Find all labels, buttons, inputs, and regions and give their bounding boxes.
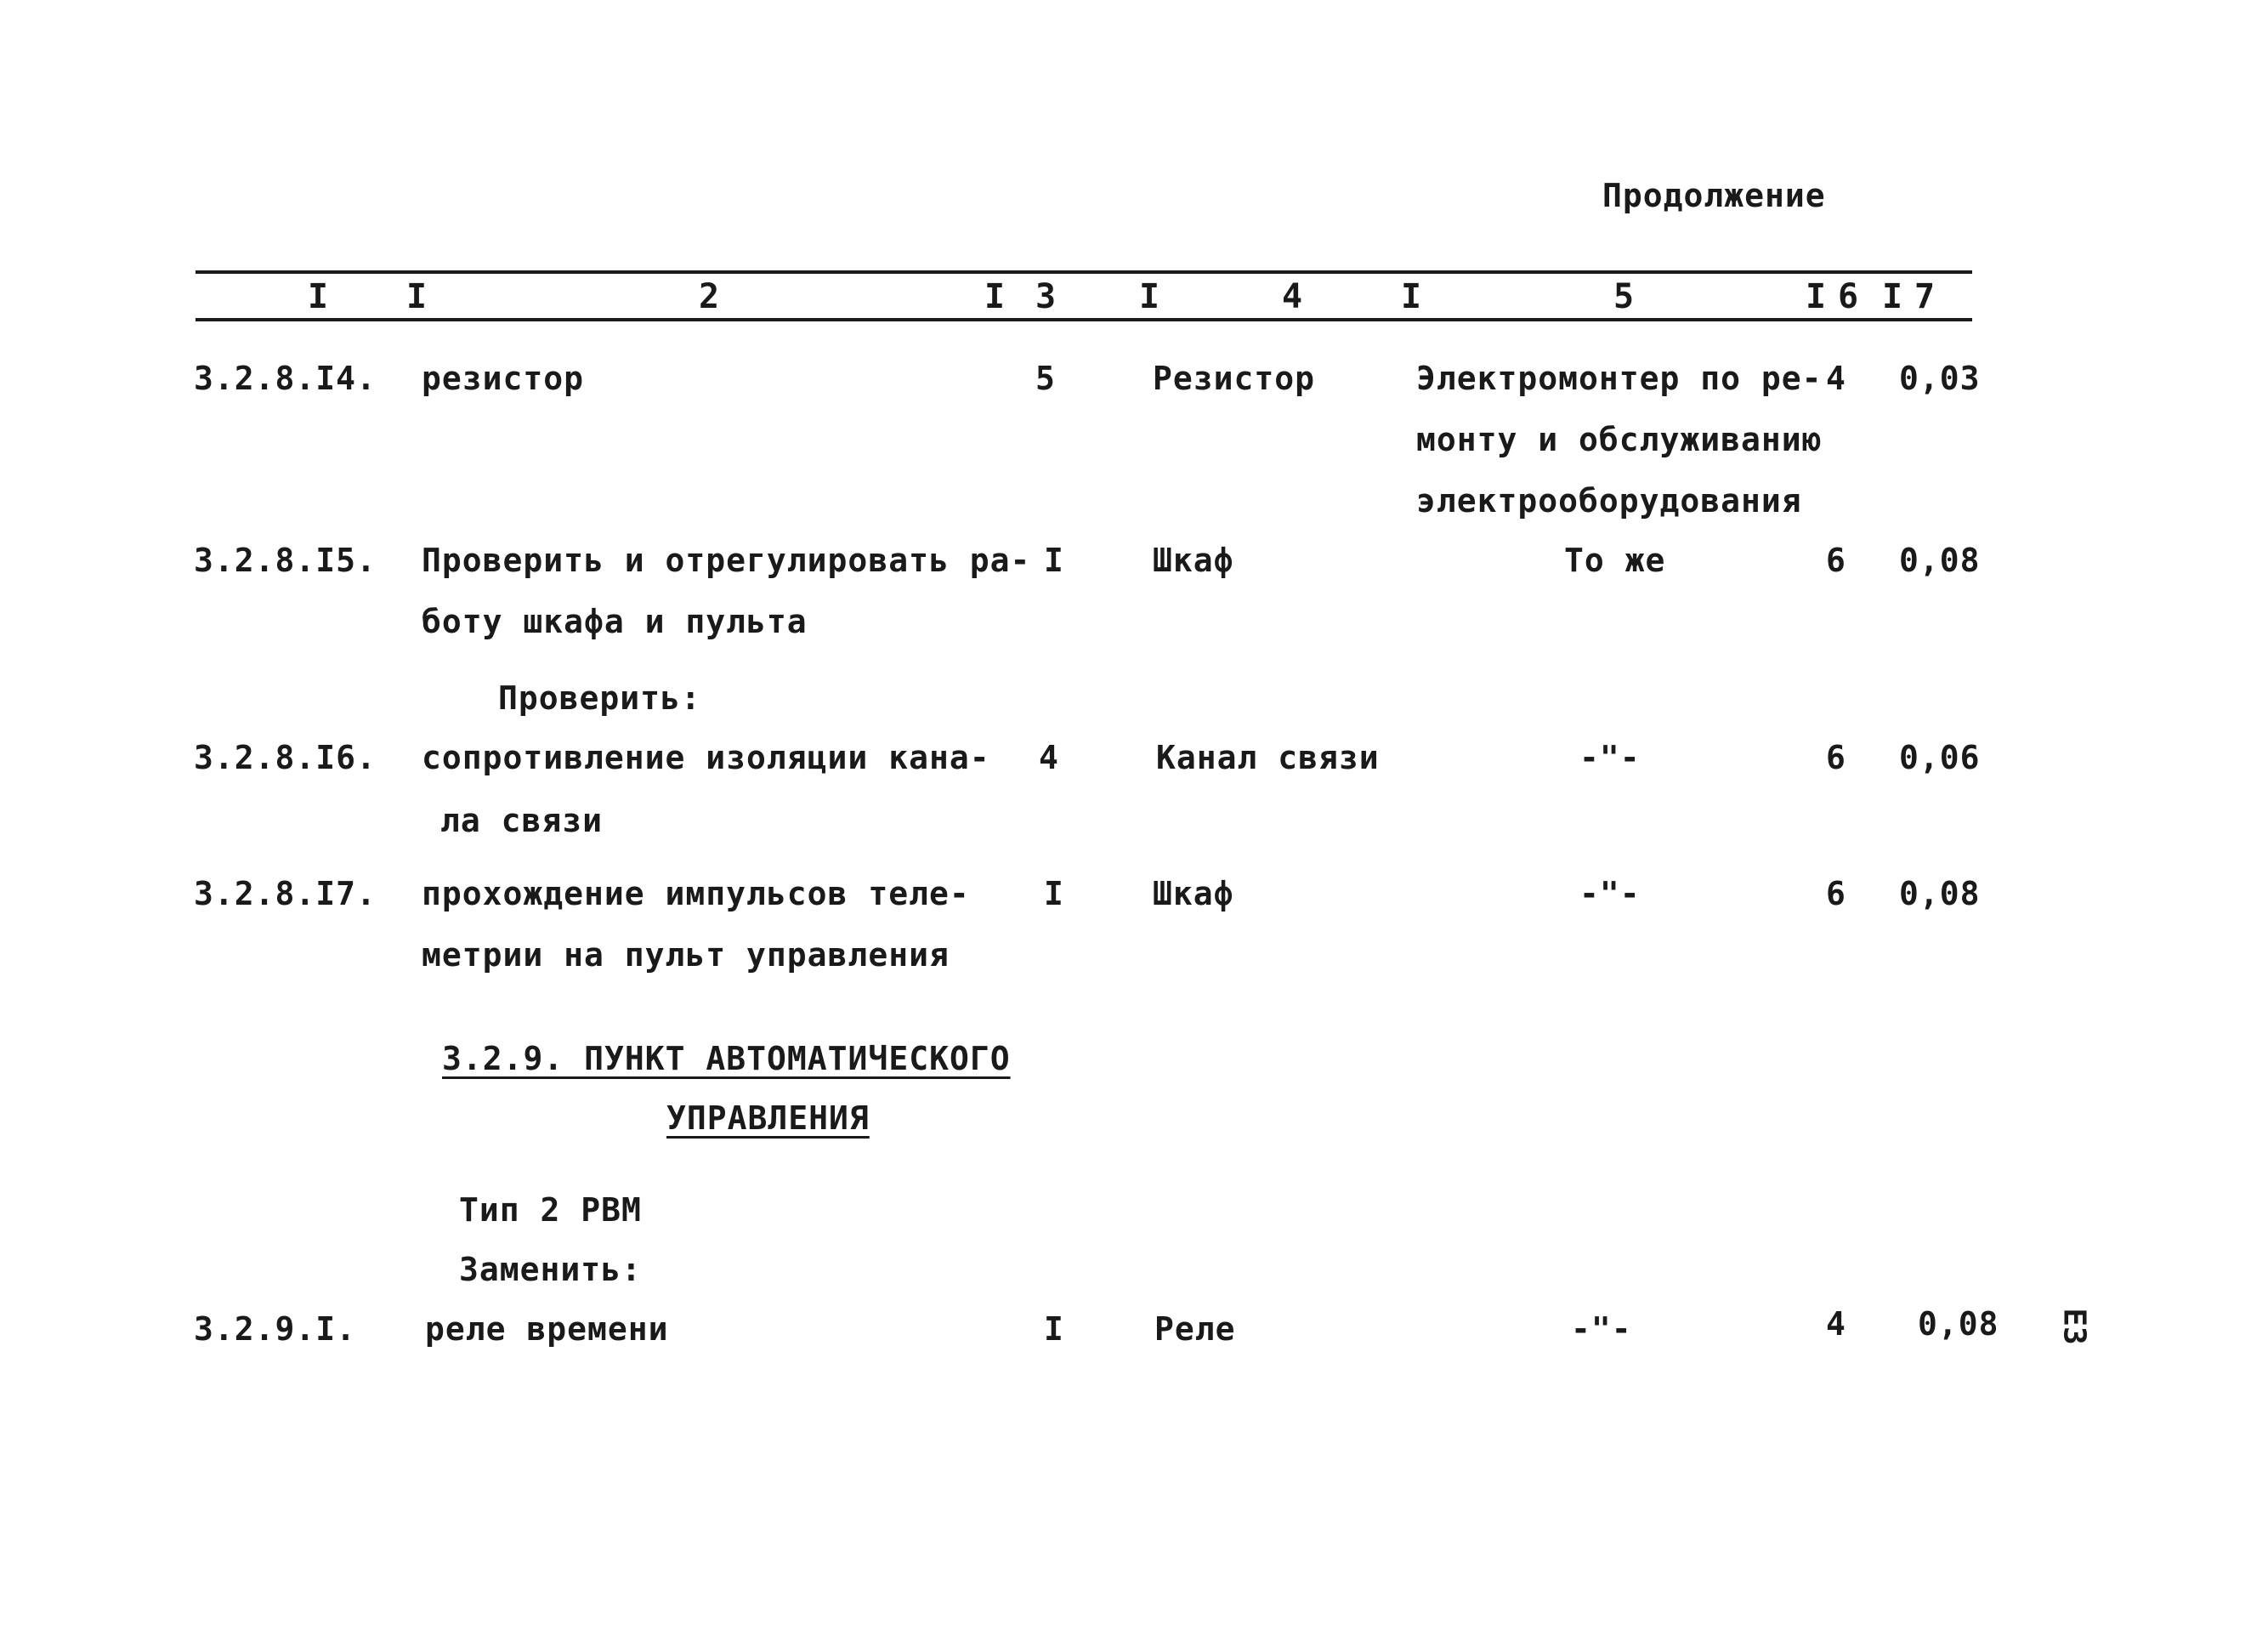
row-worker: Электромонтер по ре- <box>1416 360 1823 397</box>
row-grade: 6 <box>1826 875 1846 912</box>
row-description: ла связи <box>440 802 604 839</box>
section-action: Заменить: <box>459 1251 642 1288</box>
row-norm: 0,08 <box>1918 1305 1999 1343</box>
row-worker: То же <box>1564 542 1666 579</box>
col-header-3: 3 <box>1035 277 1057 316</box>
col-separator: I <box>406 277 428 316</box>
row-number: 3.2.8.I5. <box>194 542 377 579</box>
section-title-line1: 3.2.9. ПУНКТ АВТОМАТИЧЕСКОГО <box>442 1040 1011 1077</box>
row-grade: 4 <box>1826 360 1846 397</box>
col-header-5: 5 <box>1613 277 1635 316</box>
row-description: Проверить и отрегулировать ра- <box>422 542 1031 579</box>
row-quantity: I <box>1044 875 1064 912</box>
section-title-line2: УПРАВЛЕНИЯ <box>666 1099 870 1137</box>
col-header-2: 2 <box>699 277 720 316</box>
row-object: Шкаф <box>1153 542 1234 579</box>
col-header-4: 4 <box>1282 277 1303 316</box>
table-header-rule <box>196 318 1972 321</box>
subheading-check: Проверить: <box>498 679 701 717</box>
row-quantity: I <box>1044 542 1064 579</box>
col-separator: I <box>1139 277 1160 316</box>
row-object: Канал связи <box>1156 739 1380 776</box>
col-separator: I <box>1806 277 1827 316</box>
table-top-rule <box>196 270 1972 274</box>
row-number: 3.2.8.I6. <box>194 739 377 776</box>
page-side-mark: ЕЗ <box>2056 1308 2092 1345</box>
row-worker: -"- <box>1571 1310 1632 1348</box>
row-quantity: I <box>1044 1310 1064 1348</box>
row-number: 3.2.8.I7. <box>194 875 377 912</box>
row-norm: 0,03 <box>1899 360 1981 397</box>
row-grade: 4 <box>1826 1305 1846 1343</box>
col-header-6: 6 <box>1838 277 1859 316</box>
row-grade: 6 <box>1826 542 1846 579</box>
row-object: Реле <box>1154 1310 1236 1348</box>
row-quantity: 4 <box>1039 739 1059 776</box>
col-separator: I <box>984 277 1006 316</box>
row-number: 3.2.9.I. <box>194 1310 357 1348</box>
row-description: прохождение импульсов теле- <box>422 875 970 912</box>
row-worker: электрооборудования <box>1416 482 1802 520</box>
continuation-label: Продолжение <box>1602 177 1826 214</box>
row-quantity: 5 <box>1035 360 1056 397</box>
col-header-1: I <box>308 277 329 316</box>
row-description: метрии на пульт управления <box>422 936 950 974</box>
col-separator: I <box>1401 277 1422 316</box>
row-description: сопротивление изоляции кана- <box>422 739 990 776</box>
row-worker: -"- <box>1579 739 1641 776</box>
row-worker: -"- <box>1579 875 1641 912</box>
row-norm: 0,08 <box>1899 542 1981 579</box>
col-header-7: 7 <box>1914 277 1936 316</box>
section-type: Тип 2 РВМ <box>459 1191 642 1229</box>
row-description: реле времени <box>425 1310 669 1348</box>
row-number: 3.2.8.I4. <box>194 360 377 397</box>
row-description: резистор <box>422 360 585 397</box>
row-object: Резистор <box>1153 360 1316 397</box>
col-separator: I <box>1882 277 1903 316</box>
row-worker: монту и обслуживанию <box>1416 421 1823 458</box>
row-object: Шкаф <box>1153 875 1234 912</box>
row-norm: 0,08 <box>1899 875 1981 912</box>
row-norm: 0,06 <box>1899 739 1981 776</box>
row-description: боту шкафа и пульта <box>422 603 808 640</box>
row-grade: 6 <box>1826 739 1846 776</box>
